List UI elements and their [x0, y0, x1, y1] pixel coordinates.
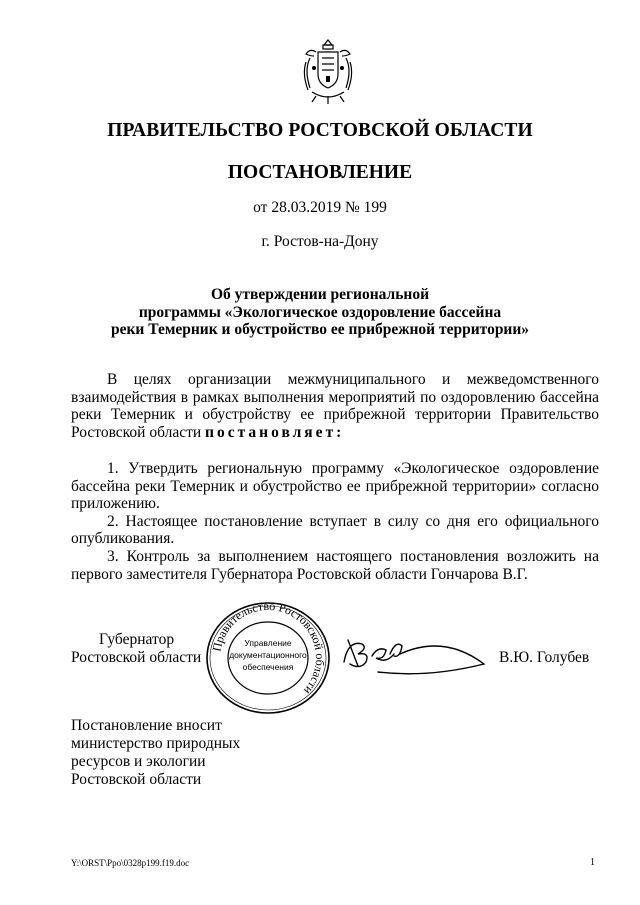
resolution-items [71, 460, 599, 583]
signer-name: В.Ю. Голубев [499, 649, 590, 666]
signer-position [71, 631, 201, 667]
submitter-line: Постановление вносит [71, 717, 222, 734]
resolution-item: 1. Утвердить региональную программу «Экологическое оздоровление бассейна реки Темерник и обустройство ее прибрежной территории» согласно приложению. [71, 460, 599, 513]
stamp-center-line: Управление [244, 638, 292, 648]
stamp-center-line: обеспечения [242, 662, 294, 672]
title-line: Об утверждении региональной [210, 286, 430, 303]
document-title [80, 286, 560, 339]
submitter-note [71, 717, 240, 789]
preamble-paragraph [71, 371, 599, 441]
submitter-line: министерство природных [71, 735, 241, 752]
title-line: реки Темерник и обустройство ее прибрежной территории» [110, 321, 530, 338]
date-prefix: от [253, 199, 268, 216]
handwritten-signature [338, 632, 488, 676]
signer-position-line: Губернатор [99, 631, 175, 648]
signer-position-line: Ростовской области [71, 649, 202, 666]
stamp-center-line: документационного [229, 650, 307, 660]
document-date: 28.03.2019 [271, 199, 342, 216]
submitter-line: Ростовской области [71, 771, 202, 788]
document-type-heading: ПОСТАНОВЛЕНИЕ [227, 162, 413, 183]
title-line: программы «Экологическое оздоровление бассейна [138, 303, 502, 321]
resolves-word: постановляет: [205, 423, 345, 441]
resolution-item: 2. Настоящее постановление вступает в силу со дня его официального опубликования. [71, 512, 599, 548]
organization-heading: ПРАВИТЕЛЬСТВО РОСТОВСКОЙ ОБЛАСТИ [107, 120, 533, 141]
document-date-line [0, 199, 640, 217]
number-sign: № [344, 199, 360, 216]
resolution-item: 3. Контроль за выполнением настоящего постановления возложить на первого заместителя Губернатора Ростовской области Гончарова В.Г. [71, 547, 599, 583]
stamp-ring-text: Правительство Ростовской области [209, 599, 328, 698]
footer-file-path: Y:\ORST\Ppo\0328p199.f19.doc [71, 858, 190, 868]
document-number: 199 [363, 199, 387, 216]
coat-of-arms-icon [296, 36, 360, 106]
page-number: 1 [590, 857, 595, 868]
submitter-line: ресурсов и экологии [71, 753, 206, 770]
document-city: г. Ростов-на-Дону [261, 233, 379, 250]
preamble-text: В целях организации межмуниципального и межведомственного взаимодействия в рамках выполнения мероприятий по оздоровлению бассейна реки Темерник и обустройству ее прибрежной территории Правительство Ростовской области [71, 371, 599, 441]
official-stamp [203, 599, 333, 717]
